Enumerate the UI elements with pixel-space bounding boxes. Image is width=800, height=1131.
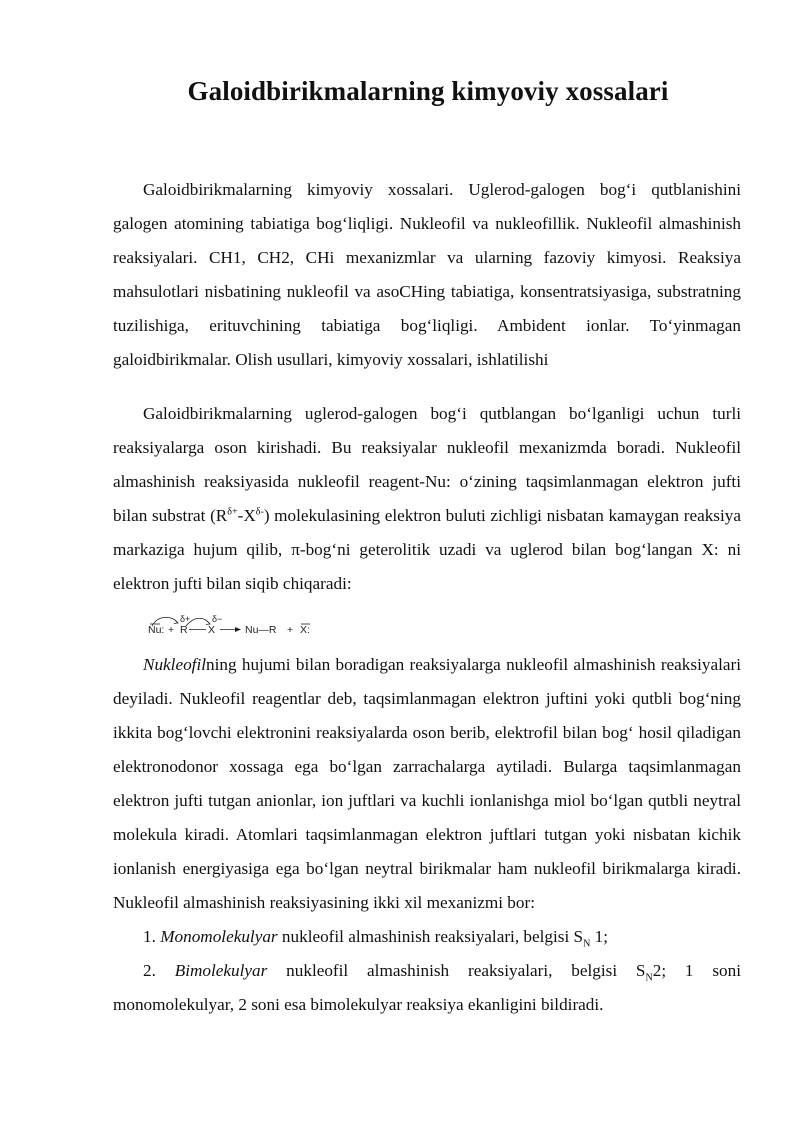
eq-product: Nu—R bbox=[245, 624, 277, 636]
delta-minus-sup: δ- bbox=[255, 506, 264, 518]
list-num: 2. bbox=[143, 961, 175, 980]
eq-delta-plus: δ+ bbox=[180, 614, 191, 624]
delta-plus-sup: δ+ bbox=[227, 506, 238, 518]
p2-bold-colon: : ni elektron jufti bilan siqib chiqaradi: bbox=[113, 540, 741, 593]
p3-italic: Nukleofil bbox=[143, 655, 207, 674]
paragraph-3 bbox=[113, 648, 741, 920]
eq-r: R bbox=[180, 624, 188, 636]
p2-text-a: Galoidbirikmalarning uglerod-galogen bog‘i qutblangan bo‘lganligi uchun turli reaksiyalarga oson kirishadi. Bu reaksiyalar nukleofil mexanizmda boradi. Nukleofil almashinish reaksiyasida nukleofil reagent-Nu: o‘zining taqsimlanmagan elektron jufti bilan substrat (R bbox=[113, 404, 741, 525]
list-italic: Monomolekulyar bbox=[160, 927, 278, 946]
eq-x-out: X: bbox=[300, 624, 310, 636]
list-text: nukleofil almashinish reaksiyalari, belgisi S bbox=[277, 927, 584, 946]
list-tail: 1; bbox=[590, 927, 609, 946]
body-paragraph-3 bbox=[113, 648, 741, 1022]
intro-paragraph bbox=[113, 173, 741, 377]
list-sub: N bbox=[583, 938, 591, 950]
eq-delta-minus: δ− bbox=[212, 614, 223, 624]
page-title: Galoidbirikmalarning kimyoviy xossalari bbox=[187, 76, 669, 106]
eq-plus-1: + bbox=[168, 624, 175, 636]
p2-text-c: ) molekulasining elektron buluti zichligi nisbatan kamaygan reaksiya markaziga hujum qilib, π-bog‘ni geterolitik uzadi va uglerod bilan bog‘langan X bbox=[113, 506, 741, 559]
eq-nu: Nu: bbox=[148, 624, 165, 636]
list-text: nukleofil almashinish reaksiyalari, belgisi S bbox=[267, 961, 646, 980]
eq-plus-2: + bbox=[287, 624, 294, 636]
eq-x: X bbox=[208, 624, 216, 636]
p2-text-b: -X bbox=[237, 506, 256, 525]
paragraph-2 bbox=[113, 397, 741, 601]
p3-text: ning hujumi bilan boradigan reaksiyalarga nukleofil almashinish reaksiyalari deyiladi. Nukleofil reagentlar deb, taqsimlanmagan elektron juftini yoki qutbli bog‘ning ikkita bog‘lovchi elektronini reaksiyalarda oson berib, elektrofil bilan bog‘ hosil qiladigan elektronodonor xossaga ega bo‘lgan zarrachalarga aytiladi. Bularga taqsimlanmagan elektron jufti tutgan anionlar, ion juftlari va kuchli ionlanishga miol bo‘lgan qutbli neytral molekula kiradi. Atomlari taqsimlanmagan elektron juftlari tutgan yoki nisbatan kichik ionlanish energiyasiga ega bo‘lgan neytral birikmalar ham nukleofil birikmalarga kiradi. Nukleofil almashinish reaksiyasining ikki xil mexanizmi bor: bbox=[113, 655, 741, 912]
list-num: 1. bbox=[143, 927, 161, 946]
paragraph-1: Galoidbirikmalarning kimyoviy xossalari. Uglerod-galogen bog‘i qutblanishini galogen atomining tabiatiga bog‘liqligi. Nukleofil va nukleofillik. Nukleofil almashinish reaksiyalari. CH1, CH2, CHi mexanizmlar va ularning fazoviy kimyosi. Reaksiya mahsulotlari nisbatining nukleofil va asoCHing tabiatiga, konsentratsiyasiga, substratning tuzilishiga, erituvchining tabiatiga bog‘liqligi. Ambident ionlar. To‘yinmagan galoidbirikmalar. Olish usullari, kimyoviy xossalari, ishlatilishi bbox=[113, 180, 741, 369]
list-italic: Bimolekulyar bbox=[174, 961, 268, 980]
list-tail: 2; 1 soni monomolekulyar, 2 soni esa bimolekulyar reaksiya ekanligini bildiradi. bbox=[113, 961, 742, 1014]
body-paragraph-2 bbox=[113, 397, 741, 601]
reaction-equation bbox=[146, 610, 326, 640]
list-sub: N bbox=[645, 972, 653, 984]
list-item-1 bbox=[113, 920, 741, 954]
list-item-2 bbox=[113, 954, 741, 1022]
